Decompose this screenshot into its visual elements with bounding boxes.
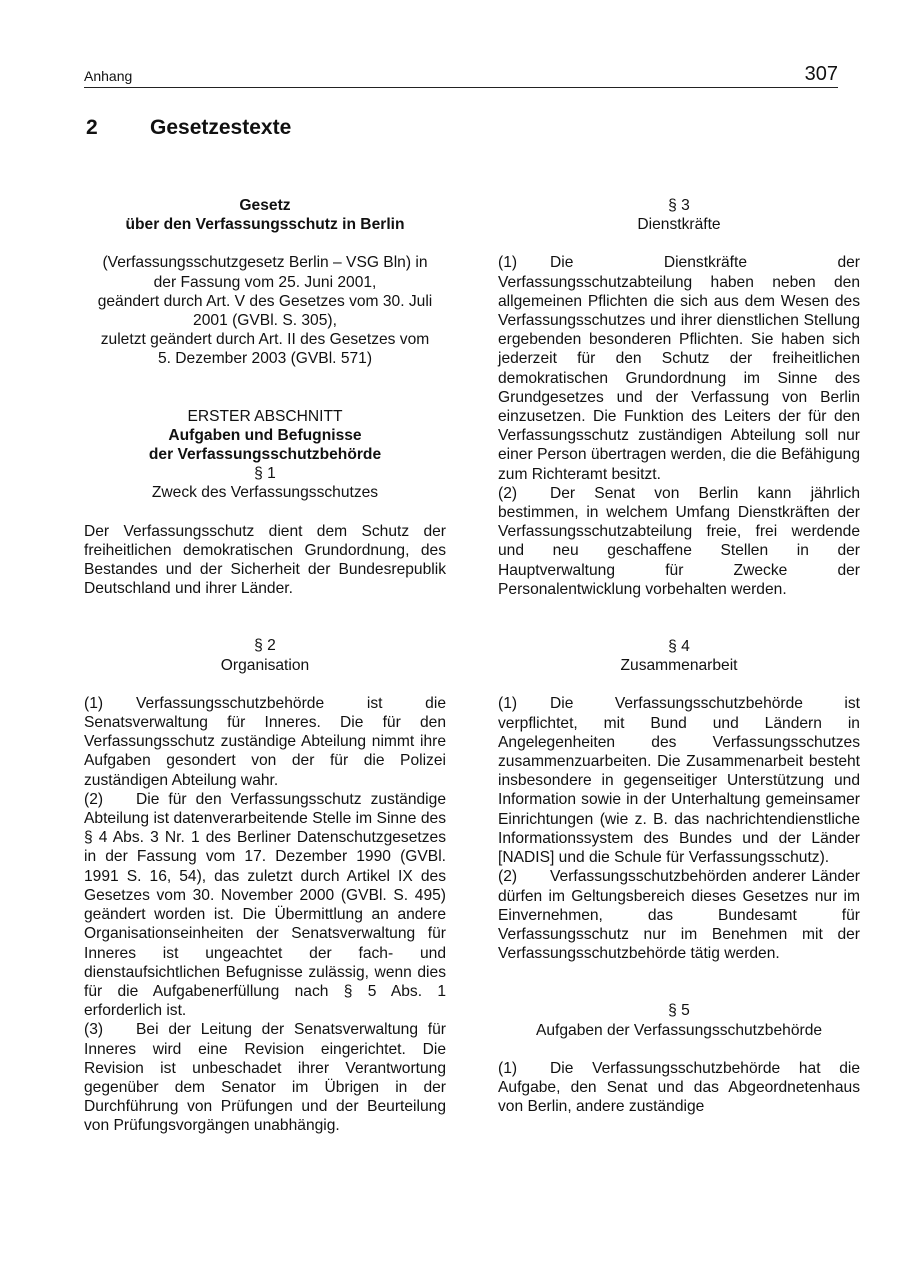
law-subtitle-line: der Fassung vom 25. Juni 2001, xyxy=(153,273,377,291)
section-3-paragraph-2 xyxy=(498,484,860,599)
paragraph-text: Verfassungsschutzbehörde ist die Senatsverwaltung für Inneres. Die für den Verfassungsschutz zuständige Abteilung nimmt ihre Aufgaben gesondert von der für die Polizei zuständigen Abteilung wahr. xyxy=(84,694,446,789)
section-2-paragraph-3 xyxy=(84,1020,446,1135)
section-4-symbol: § 4 xyxy=(668,638,690,656)
page-header xyxy=(84,60,838,88)
section-3-symbol: § 3 xyxy=(668,197,690,214)
section-5-paragraph-1 xyxy=(498,1059,860,1117)
section-2-symbol: § 2 xyxy=(254,637,276,655)
paragraph-number: (1) xyxy=(498,254,518,272)
section-1-text: Der Verfassungsschutz dient dem Schutz der freiheitlichen demokratischen Grundordnung, des Bestandes und der Sicherheit der Bundesrepublik Deutschland und ihrer Länder. xyxy=(84,522,446,598)
paragraph-number: (1) xyxy=(498,1059,518,1077)
law-subtitle-line: geändert durch Art. V des Gesetzes vom 30. Juli xyxy=(97,292,433,310)
law-subtitle-line: 2001 (GVBl. S. 305), xyxy=(193,312,337,330)
left-column xyxy=(84,196,446,1136)
law-subtitle-line: zuletzt geändert durch Art. II des Gesetzes vom xyxy=(100,331,430,349)
header-section: Anhang xyxy=(84,68,133,84)
chapter-number: 2 xyxy=(86,116,98,139)
paragraph-text: Bei der Leitung der Senatsverwaltung für Inneres wird eine Revision eingerichtet. Die Revision ist unbeschadet ihrer Verantwortung gegenüber dem Senator im Übrigen in der Durchführung von Prüfungen und der Beurteilung von Prüfungsvorgängen unabhängig. xyxy=(84,1021,446,1135)
page-number: 307 xyxy=(804,63,838,85)
section-3-title: Dienstkräfte xyxy=(637,216,721,234)
paragraph-number: (2) xyxy=(498,484,518,502)
section-1-symbol: § 1 xyxy=(254,465,276,483)
paragraph-text: Der Senat von Berlin kann jährlich bestimmen, in welchem Umfang Dienstkräften der Verfassungsschutzabteilung freie, frei werdende und neu geschaffene Stellen in der Hauptverwaltung für Zwecke der Personalentwicklung vorbehalten werden. xyxy=(498,484,860,598)
paragraph-number: (1) xyxy=(498,695,518,713)
section-1-title: Zweck des Verfassungsschutzes xyxy=(151,484,379,502)
law-subtitle-line: (Verfassungsschutzgesetz Berlin – VSG Bln) in xyxy=(102,254,428,272)
section-3-paragraph-1 xyxy=(498,253,860,483)
paragraph-text: Die Verfassungsschutzbehörde hat die Aufgabe, den Senat und das Abgeordnetenhaus von Berlin, andere zuständige xyxy=(498,1059,860,1116)
law-subtitle xyxy=(84,253,446,368)
right-column xyxy=(498,196,860,1116)
paragraph-text: Die für den Verfassungsschutz zuständige Abteilung ist datenverarbeitende Stelle im Sinne des § 4 Abs. 3 Nr. 1 des Berliner Datenschutzgesetzes in der Fassung vom 17. Dezember 1990 (GVBl. 1991 S. 16, 54), das zuletzt durch Artikel IX des Gesetzes vom 30. November 2000 (GVBl. S. 495) geändert worden ist. Die Übermittlung an andere Organisationseinheiten der Senatsverwaltung für Inneres ist ungeachtet der fach- und dienstaufsichtlichen Befugnisse zulässig, wenn dies für die Aufgabenerfüllung nach § 5 Abs. 1 erforderlich ist. xyxy=(84,790,446,1020)
section-4-paragraph-1 xyxy=(498,694,860,867)
section-2-title: Organisation xyxy=(220,656,310,674)
section-2-paragraph-2 xyxy=(84,790,446,1020)
chapter-heading xyxy=(86,116,291,140)
section-5-title: Aufgaben der Verfassungsschutzbehörde xyxy=(535,1021,823,1039)
law-subtitle-line: 5. Dezember 2003 (GVBl. 571) xyxy=(157,350,373,368)
abschnitt-title-line2: der Verfassungsschutzbehörde xyxy=(148,446,382,464)
section-4-paragraph-2 xyxy=(498,867,860,963)
chapter-title: Gesetzestexte xyxy=(150,116,292,139)
paragraph-text: Verfassungsschutzbehörden anderer Länder dürfen im Geltungsbereich dieses Gesetzes nur im Einvernehmen, das Bundesamt für Verfassungsschutz nur im Benehmen mit der Verfassungsschutzbehörde tätig werden. xyxy=(498,868,860,963)
section-2-paragraph-1 xyxy=(84,694,446,790)
paragraph-number: (3) xyxy=(84,1021,104,1039)
abschnitt-label: ERSTER ABSCHNITT xyxy=(187,407,343,425)
law-title-line1: Gesetz xyxy=(239,197,291,214)
paragraph-number: (2) xyxy=(498,868,518,886)
abschnitt-title-line1: Aufgaben und Befugnisse xyxy=(168,426,362,444)
section-5-symbol: § 5 xyxy=(668,1002,690,1020)
law-title-line2: über den Verfassungsschutz in Berlin xyxy=(125,216,405,234)
paragraph-number: (2) xyxy=(84,790,104,808)
paragraph-text: Die Verfassungsschutzbehörde ist verpflichtet, mit Bund und Ländern in Angelegenheiten des Verfassungsschutzes zusammenzuarbeiten. Die Zusammenarbeit besteht insbesondere in gegenseitiger Unterstützung und Information sowie in der Unterhaltung gemeinsamer Einrichtungen (wie z. B. das nachrichtendienstliche Informationssystem des Bundes und der Länder [NADIS] und die Schule für Verfassungsschutz). xyxy=(498,695,860,867)
section-4-title: Zusammenarbeit xyxy=(620,657,738,675)
paragraph-text: Die Dienstkräfte der Verfassungsschutzabteilung haben neben den allgemeinen Pflichten die sich aus dem Wesen des Verfassungsschutzes und ihrer dienstlichen Stellung ergebenden besonderen Pflichten. Sie haben sich jederzeit für den Schutz der freiheitlichen demokratischen Grundordnung im Sinne des Grundgesetzes und der Verfassung von Berlin einzusetzen. Die Funktion des Leiters der für den Verfassungsschutz zuständigen Abteilung soll nur einer Person übertragen werden, die die Befähigung zum Richteramt besitzt. xyxy=(498,254,860,483)
paragraph-number: (1) xyxy=(84,694,104,712)
